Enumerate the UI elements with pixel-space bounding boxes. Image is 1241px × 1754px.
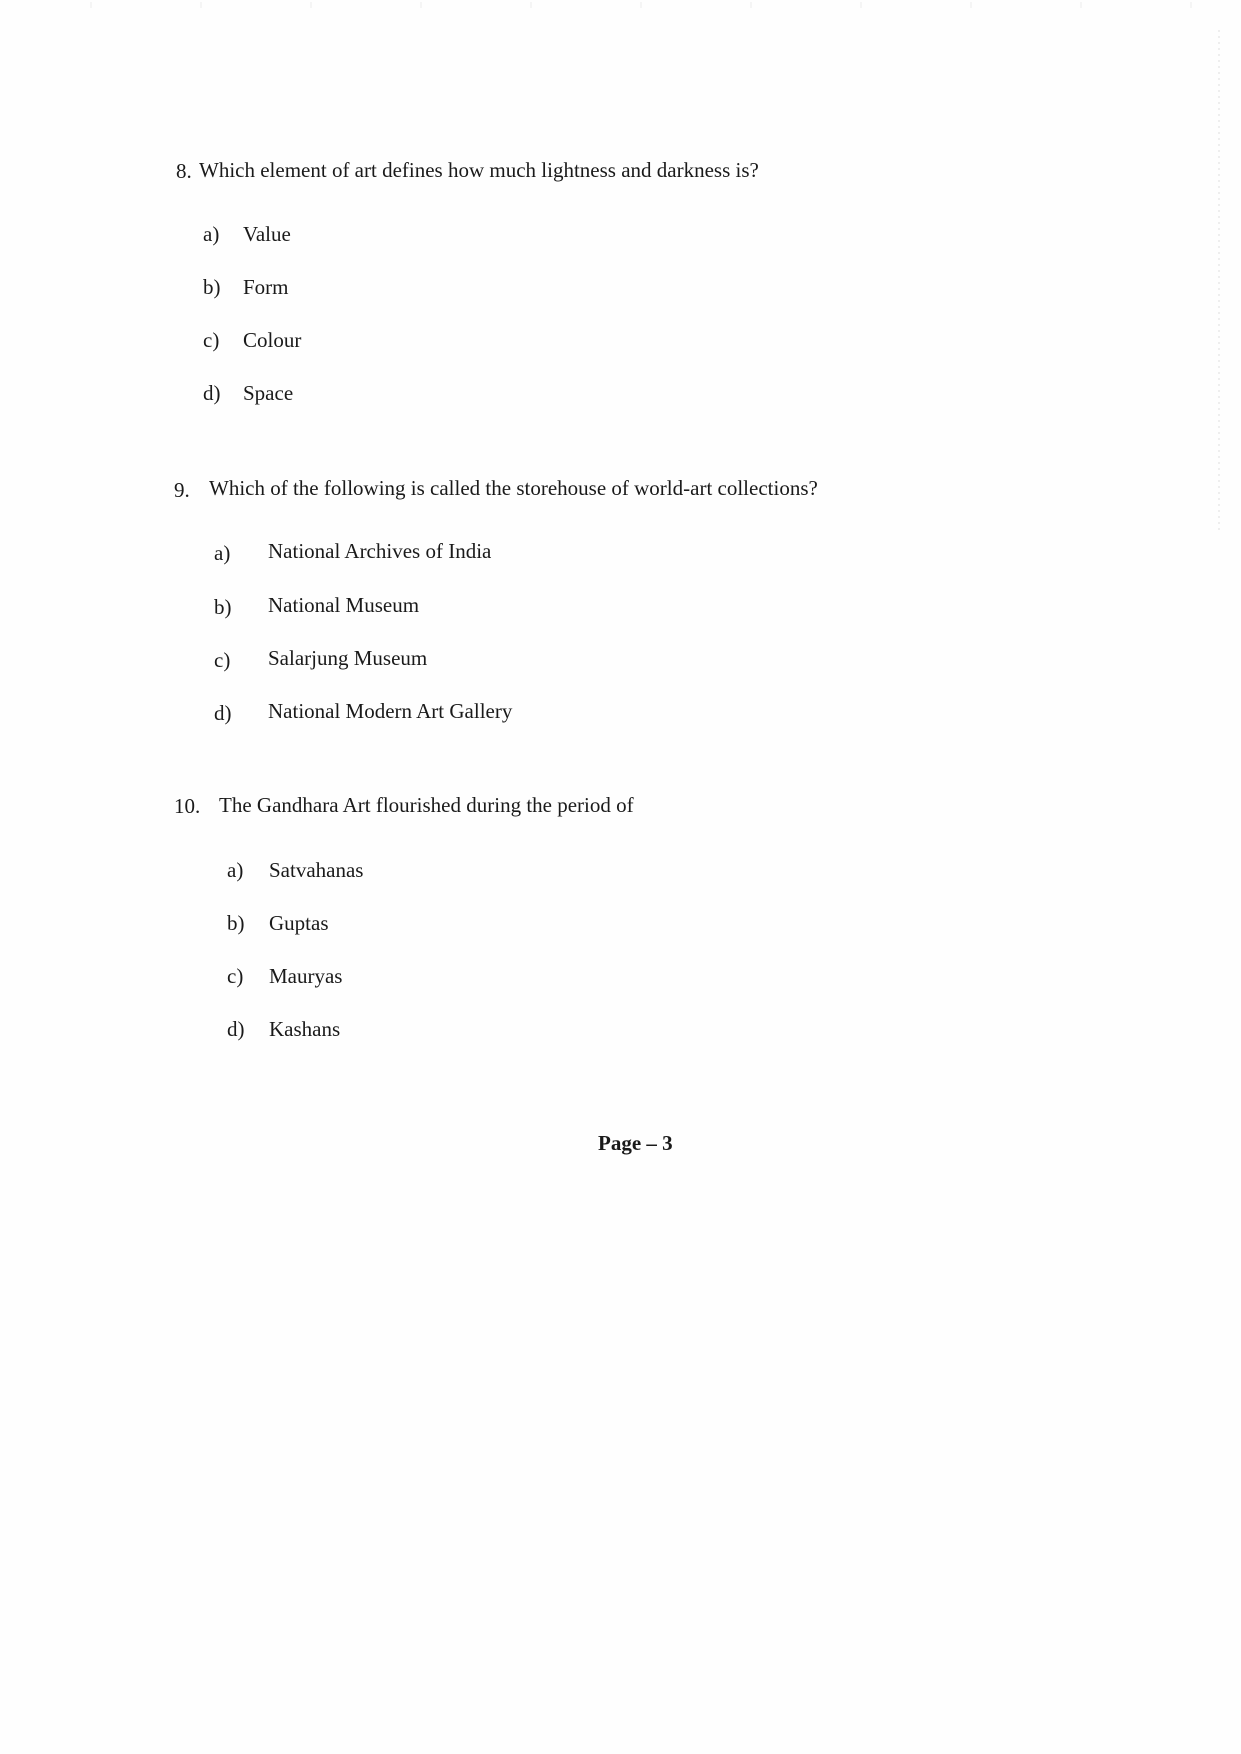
option-text: National Archives of India	[268, 539, 492, 563]
option-text: Mauryas	[269, 964, 343, 988]
question-text: Which of the following is called the storehouse of world-art collections?	[209, 476, 818, 500]
option-text: Satvahanas	[269, 858, 364, 882]
option-text: Space	[243, 381, 294, 405]
scan-artifact-top	[0, 2, 1241, 8]
option-label: a)	[227, 858, 244, 882]
option-label: d)	[227, 1017, 245, 1041]
option-text: National Museum	[268, 593, 420, 617]
option-text: Salarjung Museum	[268, 646, 428, 670]
scan-artifact-right	[1218, 30, 1220, 530]
option-label: a)	[203, 222, 220, 246]
option-text: Guptas	[269, 911, 329, 935]
option-label: c)	[227, 964, 244, 988]
question-text: The Gandhara Art flourished during the period of	[219, 793, 634, 817]
option-label: b)	[214, 595, 232, 619]
option-text: Form	[243, 275, 289, 299]
option-label: d)	[203, 381, 221, 405]
question-number: 9.	[174, 478, 190, 502]
question-number: 8.	[176, 159, 192, 183]
option-label: c)	[214, 648, 231, 672]
option-label: a)	[214, 541, 231, 565]
option-text: Value	[243, 222, 291, 246]
option-label: c)	[203, 328, 220, 352]
option-label: b)	[203, 275, 221, 299]
option-label: b)	[227, 911, 245, 935]
option-text: National Modern Art Gallery	[268, 699, 513, 723]
option-text: Colour	[243, 328, 302, 352]
question-text: Which element of art defines how much lightness and darkness is?	[199, 158, 759, 182]
option-label: d)	[214, 701, 232, 725]
question-number: 10.	[174, 794, 201, 818]
page-number: Page – 3	[598, 1131, 673, 1155]
option-text: Kashans	[269, 1017, 341, 1041]
